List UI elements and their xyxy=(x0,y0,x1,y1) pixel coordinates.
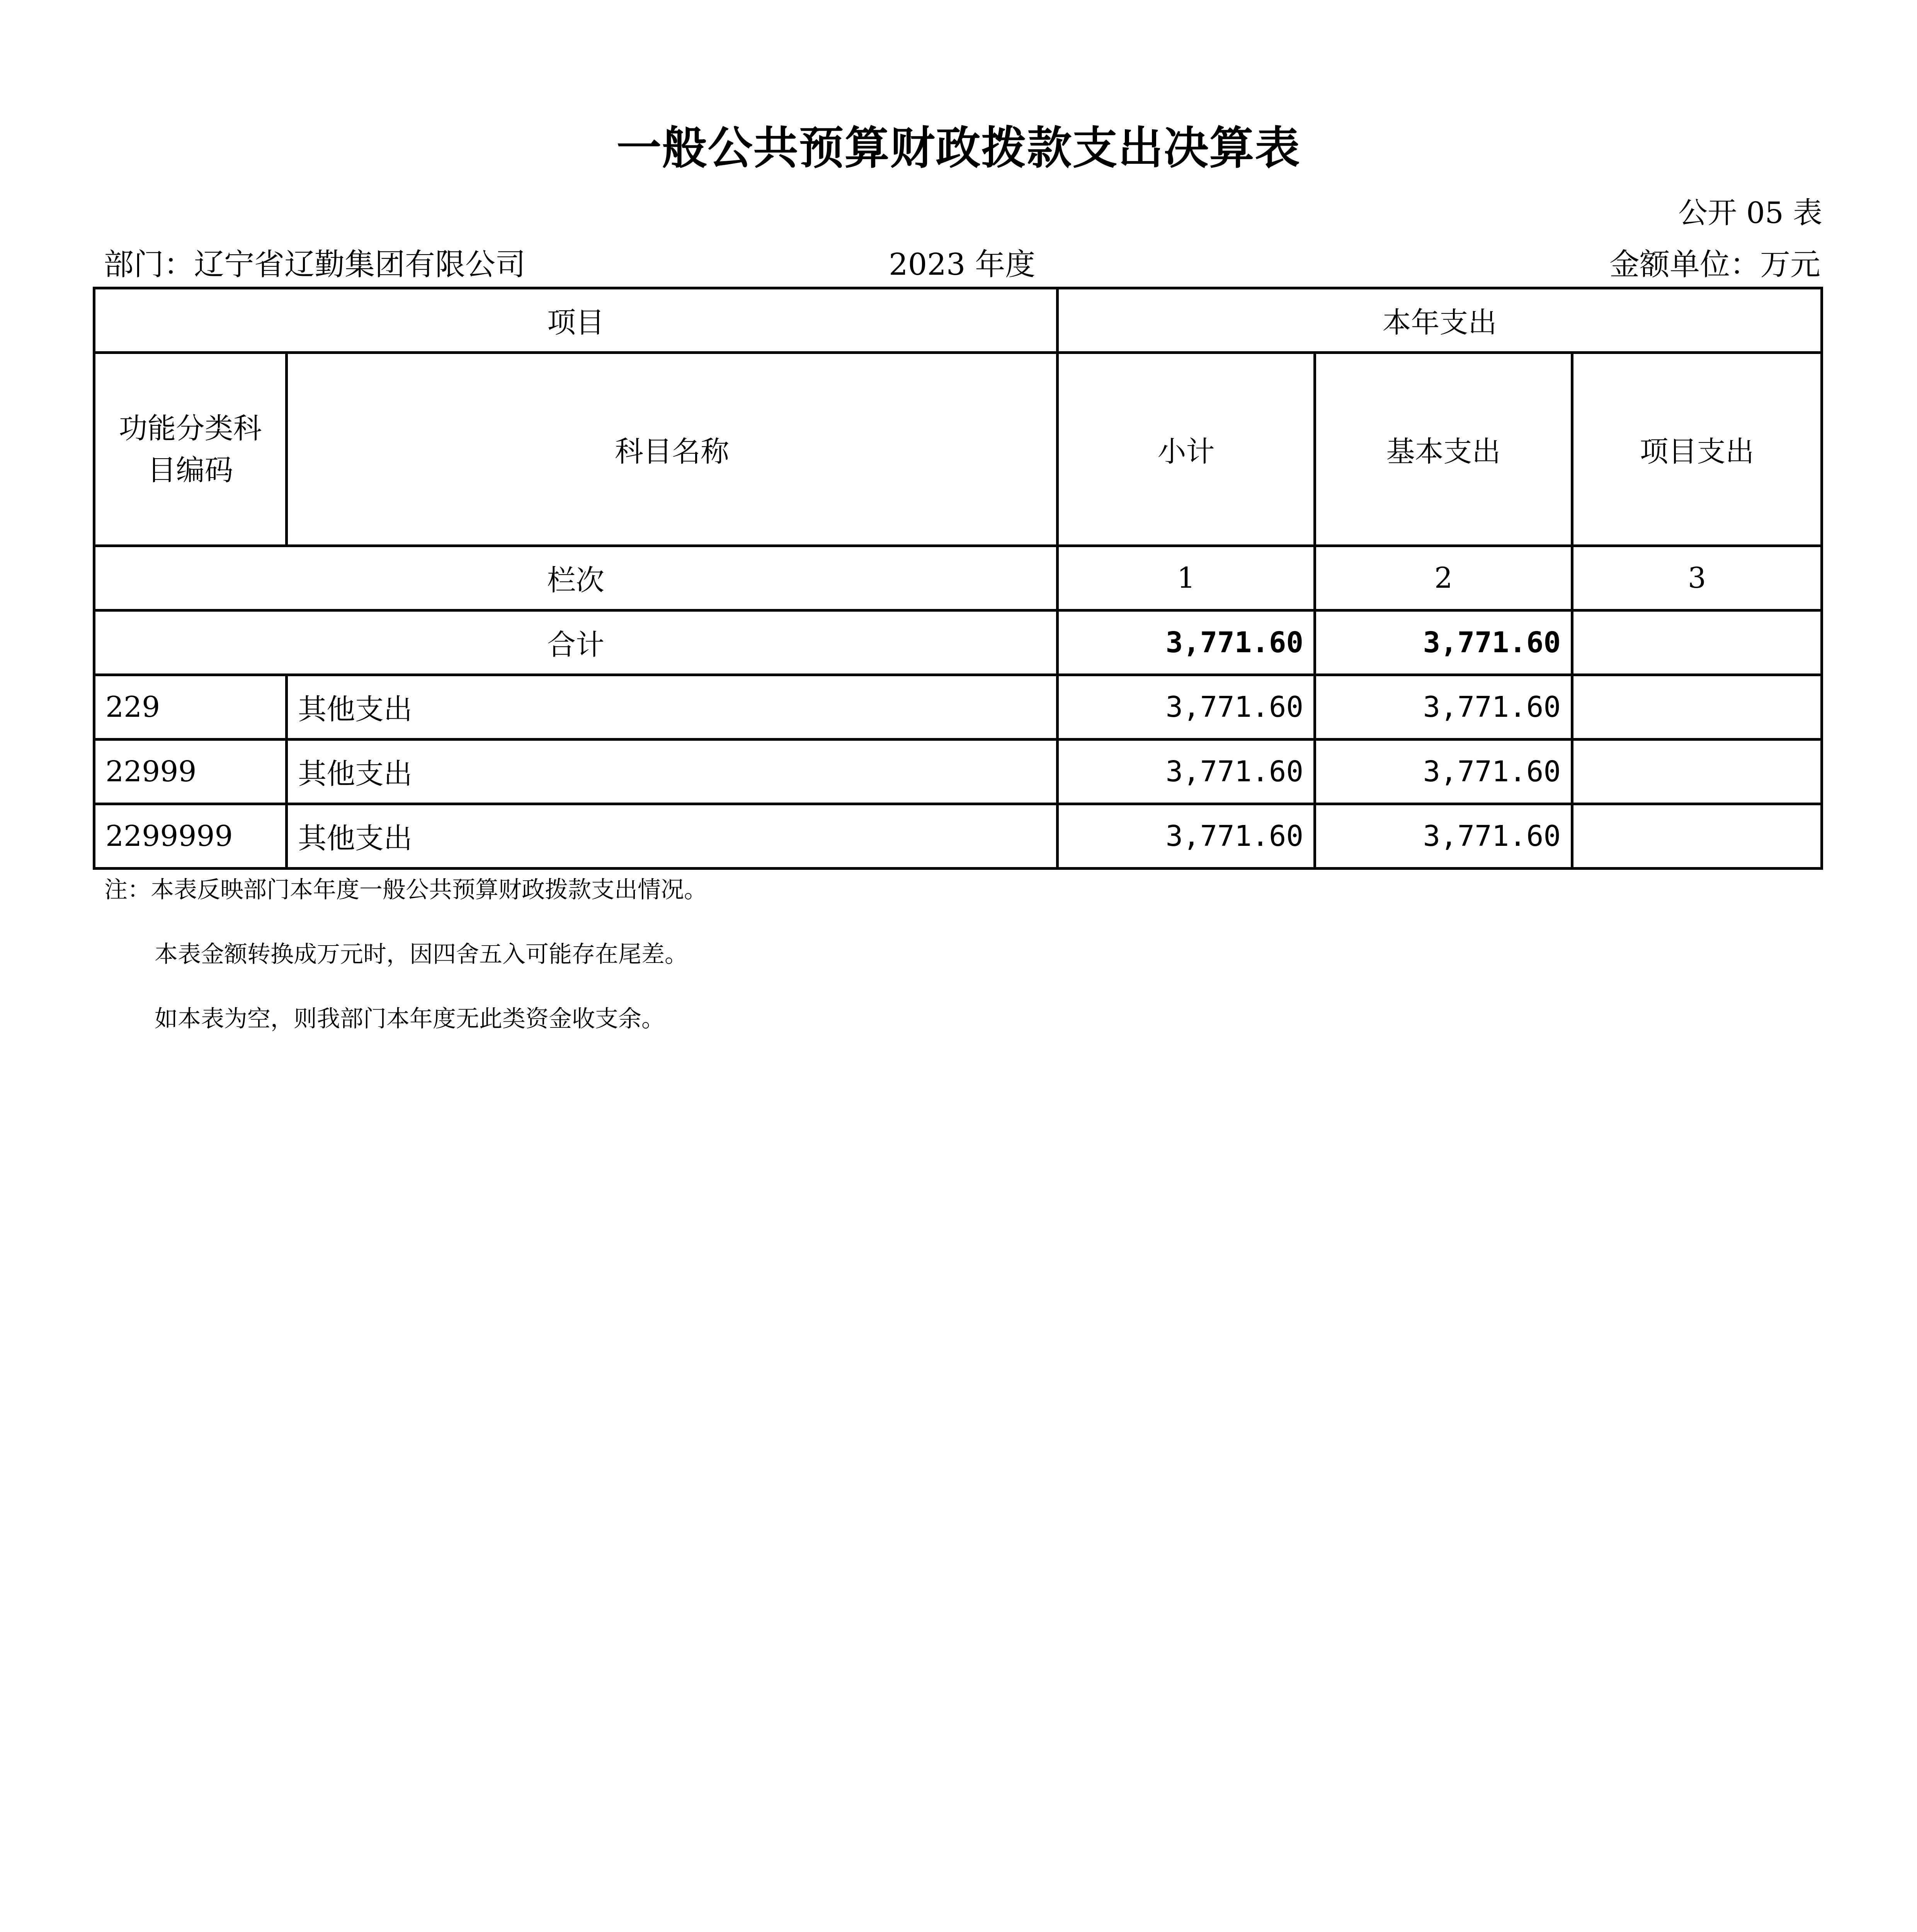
row-code: 22999 xyxy=(94,740,287,804)
table-row xyxy=(94,675,1822,740)
row-basic: 3,771.60 xyxy=(1315,675,1572,740)
header-project: 项目 xyxy=(94,288,1058,353)
row-name: 其他支出 xyxy=(287,804,1058,869)
note-3: 如本表为空，则我部门本年度无此类资金收支余。 xyxy=(155,1005,665,1032)
total-project xyxy=(1572,611,1822,675)
row-subtotal: 3,771.60 xyxy=(1058,804,1315,869)
row-project xyxy=(1572,675,1822,740)
row-name: 其他支出 xyxy=(287,740,1058,804)
note-2: 本表金额转换成万元时，因四舍五入可能存在尾差。 xyxy=(155,941,688,968)
row-basic: 3,771.60 xyxy=(1315,804,1572,869)
fiscal-year: 2023 年度 xyxy=(889,247,1036,282)
header-subject-name: 科目名称 xyxy=(287,353,1058,546)
expenditure-table xyxy=(93,287,1823,870)
row-code: 2299999 xyxy=(94,804,287,869)
page-title: 一般公共预算财政拨款支出决算表 xyxy=(616,122,1301,174)
total-basic: 3,771.60 xyxy=(1315,611,1572,675)
row-project xyxy=(1572,804,1822,869)
row-basic: 3,771.60 xyxy=(1315,740,1572,804)
amount-unit: 金额单位：万元 xyxy=(1609,247,1820,282)
total-row xyxy=(94,611,1822,675)
department-label: 部门：辽宁省辽勤集团有限公司 xyxy=(104,247,526,282)
row-subtotal: 3,771.60 xyxy=(1058,740,1315,804)
note-1: 注：本表反映部门本年度一般公共预算财政拨款支出情况。 xyxy=(104,876,707,903)
column-index-3: 3 xyxy=(1572,546,1822,611)
row-project xyxy=(1572,740,1822,804)
header-basic: 基本支出 xyxy=(1315,353,1572,546)
total-label: 合计 xyxy=(94,611,1058,675)
header-row-1 xyxy=(94,288,1822,353)
table-row xyxy=(94,804,1822,869)
form-number: 公开 05 表 xyxy=(1678,196,1822,230)
column-index-label: 栏次 xyxy=(94,546,1058,611)
header-subtotal: 小计 xyxy=(1058,353,1315,546)
column-index-row xyxy=(94,546,1822,611)
row-subtotal: 3,771.60 xyxy=(1058,675,1315,740)
column-index-2: 2 xyxy=(1315,546,1572,611)
total-subtotal: 3,771.60 xyxy=(1058,611,1315,675)
row-name: 其他支出 xyxy=(287,675,1058,740)
column-index-1: 1 xyxy=(1058,546,1315,611)
header-row-2 xyxy=(94,353,1822,546)
table-row xyxy=(94,740,1822,804)
header-func-code: 功能分类科目编码 xyxy=(94,353,287,546)
header-project-exp: 项目支出 xyxy=(1572,353,1822,546)
header-current-year: 本年支出 xyxy=(1058,288,1822,353)
row-code: 229 xyxy=(94,675,287,740)
